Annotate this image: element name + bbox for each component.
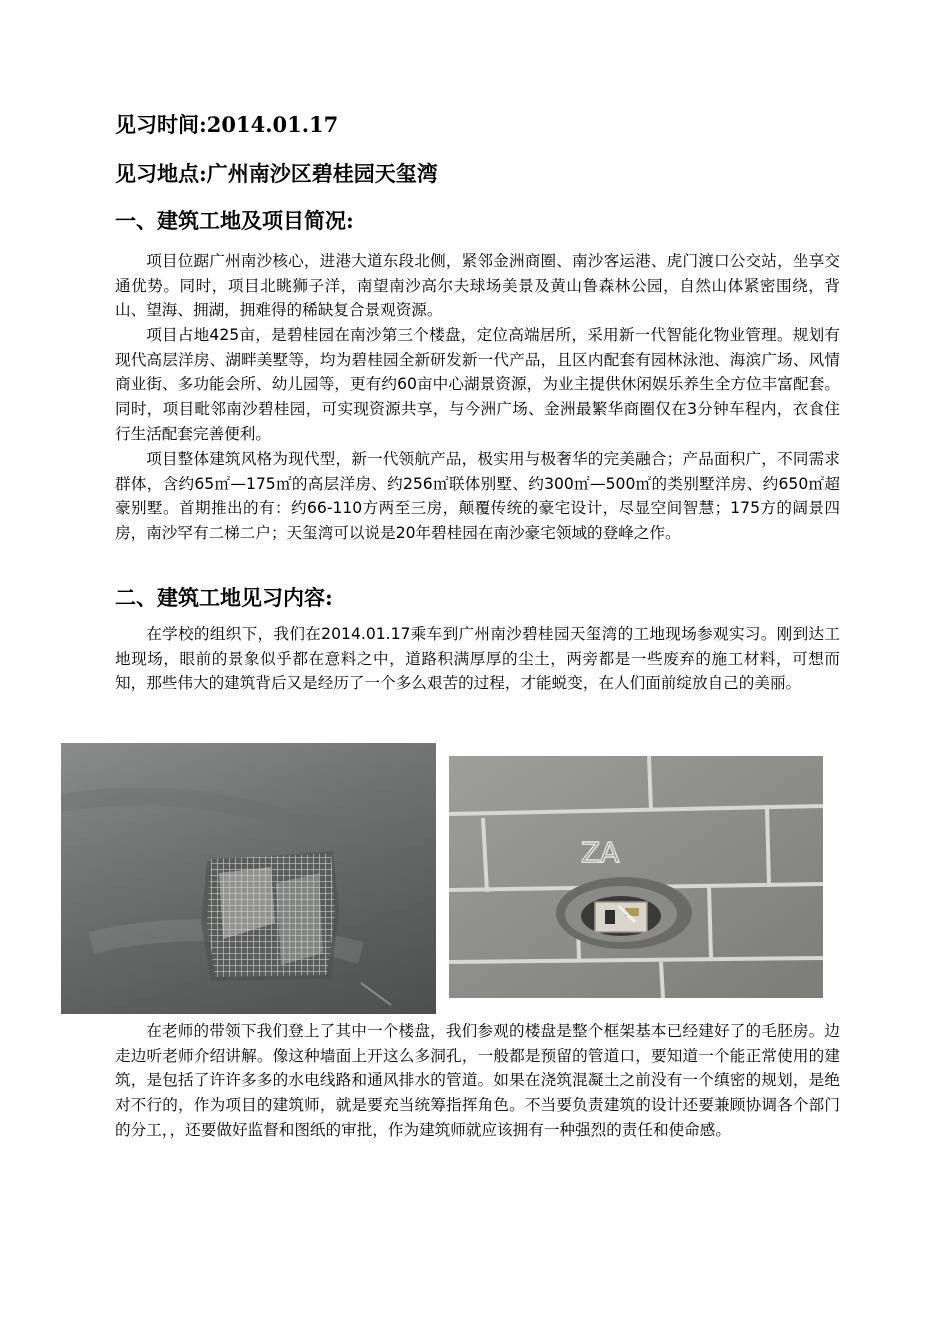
- section1-paragraph-3: 项目整体建筑风格为现代型，新一代领航产品，极实用与极奢华的完美融合；产品面积广，不同需求群体，含约65㎡—175㎡的高层洋房、约256㎡联体别墅、约300㎡—500㎡的类别墅洋房、约650㎡超豪别墅。首期推出的有：约66-110方两至三房，颠覆传统的豪宅设计，尽显空间智慧；175方的阔景四房，南沙罕有二梯二户；天玺湾可以说是20年碧桂园在南沙豪宅领域的登峰之作。: [115, 450, 840, 543]
- visit-time-heading: 见习时间:2014.01.17: [115, 112, 339, 137]
- visit-place-heading: 见习地点:广州南沙区碧桂园天玺湾: [115, 161, 438, 186]
- chalk-mark-label: ZA: [581, 836, 620, 869]
- section1-paragraph-2: 项目占地425亩，是碧桂园在南沙第三个楼盘，定位高端居所，采用新一代智能化物业管理。规划有现代高层洋房、湖畔美墅等，均为碧桂园全新研发新一代产品，且区内配套有园林泳池、海滨广场、风情商业街、多功能会所、幼儿园等，更有约60亩中心湖景资源，为业主提供休闲娱乐养生全方位丰富配套。同时，项目毗邻南沙碧桂园，可实现资源共享，与今洲广场、金洲最繁华商圈仅在3分钟车程内，衣食住行生活配套完善便利。: [115, 326, 840, 443]
- section2-title: 二、建筑工地见习内容:: [115, 585, 333, 610]
- section2-paragraph-1: 在学校的组织下，我们在2014.01.17乘车到广州南沙碧桂园天玺湾的工地现场参观实习。刚到达工地现场，眼前的景象似乎都在意料之中，道路积满厚厚的尘土，两旁都是一些废弃的施工材料，可想而知，那些伟大的建筑背后又是经历了一个多么艰苦的过程，才能蜕变，在人们面前绽放自己的美丽。: [115, 625, 840, 693]
- section2-paragraph-2: 在老师的带领下我们登上了其中一个楼盘，我们参观的楼盘是整个框架基本已经建好了的毛胚房。边走边听老师介绍讲解。像这种墙面上开这么多洞孔，一般都是预留的管道口，要知道一个能正常使用的建筑，是包括了许许多多的水电线路和通风排水的管道。如果在浇筑混凝土之前没有一个缜密的规划，是绝对不行的，作为项目的建筑师，就是要充当统筹指挥角色。不当要负责建筑的设计还要兼顾协调各个部门的分工，，还要做好监督和图纸的审批，作为建筑师就应该拥有一种强烈的责任和使命感。: [115, 1022, 840, 1139]
- block-wall-outlet-photo: [449, 756, 823, 998]
- section1-title: 一、建筑工地及项目简况:: [115, 208, 354, 233]
- section1-paragraph-1: 项目位踞广州南沙核心，进港大道东段北侧，紧邻金洲商圈、南沙客运港、虎门渡口公交站，坐享交通优势。同时，项目北眺狮子洋，南望南沙高尔夫球场美景及黄山鲁森林公园，自然山体紧密围绕，背山、望海、拥湖，拥难得的稀缺复合景观资源。: [115, 252, 840, 320]
- wall-mesh-patch-photo: [61, 743, 436, 1014]
